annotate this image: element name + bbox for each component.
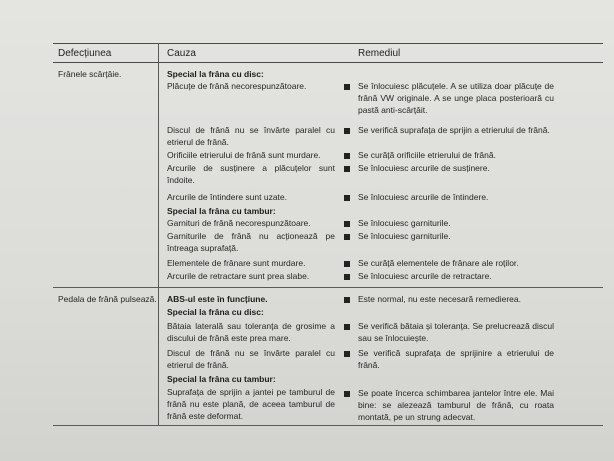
table-bottom-rule [53,425,603,426]
remedy-item: Se curăță elementele de frânare ale roților. [358,258,519,268]
remedy-item: Se poate încerca schimbarea jantelor între ele. Mai bine: se alezează tamburul de frână, cu roata montată, pe un strung adecvat. [358,388,554,422]
group-title-disc: Special la frâna cu disc: [167,307,264,317]
bullet-icon [344,166,350,172]
row-divider [53,287,603,288]
header-remedy: Remediul [358,48,401,59]
cause-item: Plăcuțe de frână necorespunzătoare. [167,81,307,91]
cause-item: Arcurile de întindere sunt uzate. [167,192,288,202]
bullet-icon [344,274,350,280]
cause-item: Garnituri de frână necorespunzătoare. [167,218,311,228]
header-top-rule [53,43,603,44]
cause-item: Elementele de frânare sunt murdare. [167,258,306,268]
cause-item: Arcurile de susținere a plăcuțelor sunt îndoite. [167,163,335,185]
remedy-item: Se verifică suprafața de sprijin a etrierului de frână. [358,125,550,135]
remedy-item: Se verifică suprafața de sprijinire a etrierului de frână. [358,348,554,370]
bullet-icon [344,153,350,159]
cause-item: Orificiile etrierului de frână sunt murdare. [167,150,321,160]
remedy-item: Se înlocuiesc arcurile de susținere. [358,163,490,173]
defect-squeak: Frânele scârțâie. [58,69,122,79]
bullet-icon [344,221,350,227]
cause-item: Arcurile de retractare sunt prea slabe. [167,271,310,281]
group-title-drum: Special la frâna cu tambur: [167,374,276,384]
group-title-drum: Special la frâna cu tambur: [167,206,276,216]
header-defect: Defecțiunea [58,48,112,59]
bullet-icon [344,128,350,134]
cause-item: Discul de frână nu se învârte paralel cu etrierul de frână. [167,348,335,370]
group-title-disc: Special la frâna cu disc: [167,69,264,79]
remedy-item: Se verifică bătaia și toleranța. Se prelucrează discul sau se înlocuiește. [358,321,554,343]
bullet-icon [344,351,350,357]
header-cause: Cauza [167,48,196,59]
bullet-icon [344,234,350,240]
remedy-item: Este normal, nu este necesară remedierea. [358,294,522,304]
bullet-icon [344,84,350,90]
defect-pulsing-pedal: Pedala de frână pulsează. [58,294,157,304]
bullet-icon [344,297,350,303]
cause-item: Garniturile de frână nu acționează pe întreaga suprafață. [167,231,335,253]
remedy-item: Se curăță orificiile etrierului de frână. [358,150,496,160]
cause-abs: ABS-ul este în funcțiune. [167,294,268,304]
cause-item: Discul de frână nu se învârte paralel cu etrierul de frână. [167,125,335,147]
cause-item: Suprafața de sprijin a jantei pe tamburul de frână nu este plană, de aceea tamburul de frână este deformat. [167,387,335,421]
column-divider [158,43,159,425]
cause-item: Bătaia laterală sau toleranța de grosime a discului de frână este prea mare. [167,321,335,343]
remedy-item: Se înlocuiesc garniturile. [358,218,451,228]
bullet-icon [344,261,350,267]
bullet-icon [344,391,350,397]
bullet-icon [344,324,350,330]
header-bottom-rule [53,62,603,63]
remedy-item: Se înlocuiesc garniturile. [358,231,451,241]
bullet-icon [344,195,350,201]
remedy-item: Se înlocuiesc plăcuțele. A se utiliza doar plăcuțe de frână VW originale. A se unge placa posterioară cu pastă anti-scârțâit. [358,81,554,115]
remedy-item: Se înlocuiesc arcurile de întindere. [358,192,489,202]
remedy-item: Se înlocuiesc arcurile de retractare. [358,271,492,281]
